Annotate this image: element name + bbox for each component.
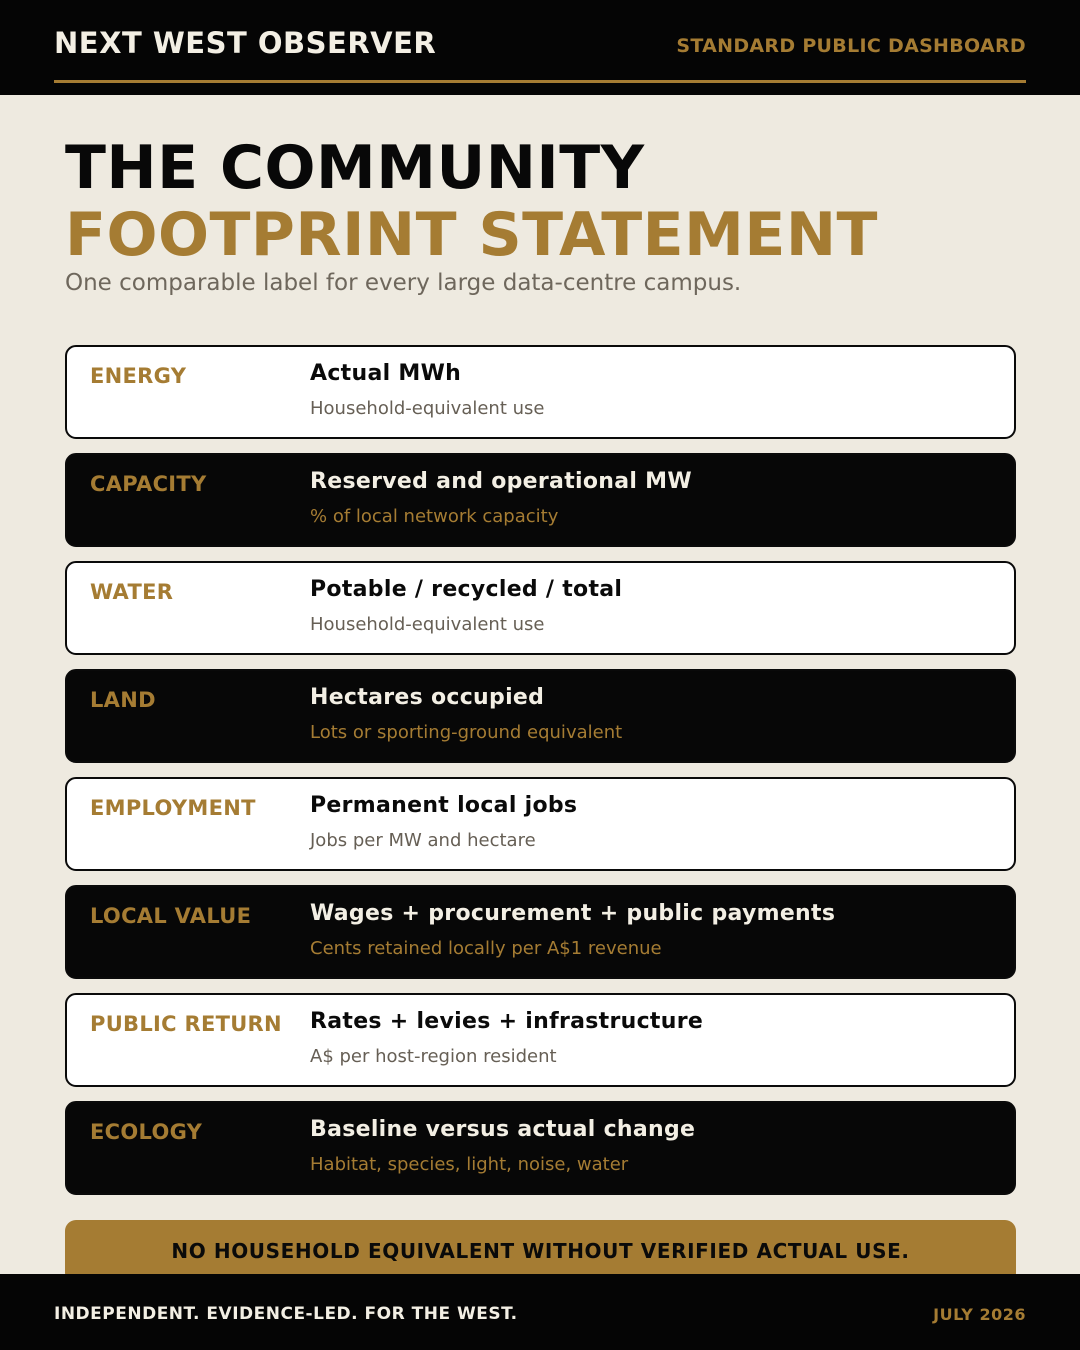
- row-category: ENERGY: [90, 364, 187, 388]
- publication-date: JULY 2026: [933, 1305, 1026, 1324]
- callout-text: NO HOUSEHOLD EQUIVALENT WITHOUT VERIFIED ACTUAL USE.: [171, 1239, 910, 1263]
- page-title-line1: THE COMMUNITY: [65, 133, 645, 203]
- footprint-table: [65, 345, 1016, 1209]
- row-metric: Reserved and operational MW: [310, 469, 692, 494]
- row-metric: Wages + procurement + public payments: [310, 901, 836, 926]
- publication-name: NEXT WEST OBSERVER: [54, 26, 437, 60]
- row-category: ECOLOGY: [90, 1120, 203, 1144]
- footprint-row-local-value: [65, 885, 1016, 979]
- footprint-row-ecology: [65, 1101, 1016, 1195]
- row-detail: % of local network capacity: [310, 506, 559, 527]
- row-category: CAPACITY: [90, 472, 207, 496]
- header-bar: [0, 0, 1080, 95]
- row-detail: Jobs per MW and hectare: [310, 830, 536, 851]
- row-category: EMPLOYMENT: [90, 796, 256, 820]
- row-metric: Rates + levies + infrastructure: [310, 1009, 704, 1034]
- footprint-row-capacity: [65, 453, 1016, 547]
- row-detail: Lots or sporting-ground equivalent: [310, 722, 623, 743]
- footprint-row-employment: [65, 777, 1016, 871]
- row-category: LOCAL VALUE: [90, 904, 252, 928]
- footprint-row-public-return: [65, 993, 1016, 1087]
- footprint-row-energy: [65, 345, 1016, 439]
- row-detail: Habitat, species, light, noise, water: [310, 1154, 629, 1175]
- row-category: PUBLIC RETURN: [90, 1012, 282, 1036]
- row-metric: Hectares occupied: [310, 685, 545, 710]
- row-detail: A$ per host-region resident: [310, 1046, 557, 1067]
- row-detail: Cents retained locally per A$1 revenue: [310, 938, 662, 959]
- footprint-row-land: [65, 669, 1016, 763]
- row-metric: Baseline versus actual change: [310, 1117, 696, 1142]
- header-divider: [54, 80, 1026, 83]
- footer-tagline: INDEPENDENT. EVIDENCE-LED. FOR THE WEST.: [54, 1304, 518, 1324]
- row-category: WATER: [90, 580, 174, 604]
- row-metric: Permanent local jobs: [310, 793, 578, 818]
- footprint-row-water: [65, 561, 1016, 655]
- footer-bar: [0, 1274, 1080, 1350]
- row-detail: Household-equivalent use: [310, 398, 545, 419]
- row-metric: Actual MWh: [310, 361, 462, 386]
- page-title-line2: FOOTPRINT STATEMENT: [65, 200, 878, 270]
- page-subtitle: One comparable label for every large data-centre campus.: [65, 270, 742, 296]
- row-detail: Household-equivalent use: [310, 614, 545, 635]
- row-metric: Potable / recycled / total: [310, 577, 623, 602]
- row-category: LAND: [90, 688, 156, 712]
- dashboard-label: STANDARD PUBLIC DASHBOARD: [676, 35, 1026, 57]
